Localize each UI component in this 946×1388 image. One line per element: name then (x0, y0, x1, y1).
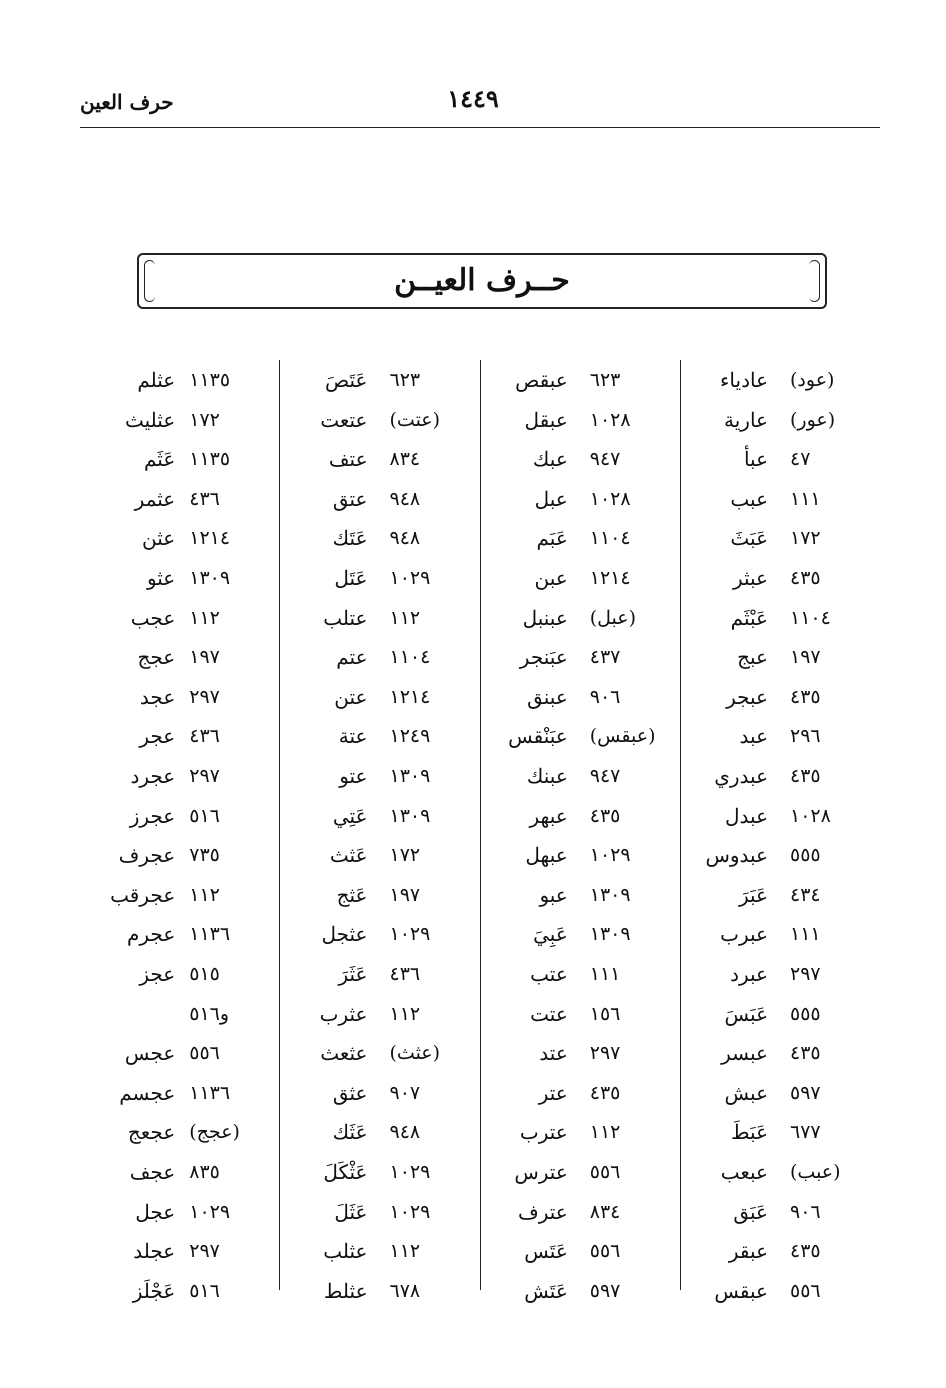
section-title: حــرف العيــن (394, 263, 570, 298)
index-word: عثجل (321, 922, 368, 947)
index-word: عبل (534, 486, 568, 511)
index-word: عبنك (526, 764, 568, 788)
index-page-ref: ٢٩٦ (790, 725, 821, 748)
index-word: عتر (538, 1080, 568, 1105)
index-entry (681, 1152, 880, 1192)
index-page-ref: ٩٤٧ (589, 765, 621, 787)
index-word: عبهر (529, 803, 568, 828)
index-word: عبأ (743, 447, 768, 472)
index-page-ref: ٩٠٧ (389, 1081, 421, 1104)
index-page-ref: ٤٣٧ (589, 646, 621, 669)
index-word: عبدوس (705, 843, 768, 868)
index-page-ref: ١١١ (790, 923, 821, 946)
index-word: عتب (530, 962, 568, 986)
index-entry (80, 598, 279, 638)
index-page-ref: ٩٤٨ (389, 527, 421, 550)
index-page-ref: (عبب) (790, 1161, 841, 1183)
index-entry (80, 1271, 279, 1311)
index-entry (681, 598, 880, 638)
index-word: عتو (339, 764, 368, 788)
index-entry (280, 1271, 479, 1311)
index-word: عترف (518, 1199, 568, 1224)
index-entry (481, 637, 680, 677)
index-page-ref: ٤٣٥ (589, 804, 621, 827)
index-word: عَبَرَ (738, 882, 768, 907)
index-page-ref: ٦٧٧ (790, 1121, 821, 1144)
index-page-ref: ١٣٠٩ (589, 883, 631, 906)
index-entry (280, 716, 479, 756)
index-page-ref: (عجج) (189, 1121, 240, 1144)
index-page-ref: ١٧٢ (389, 844, 421, 867)
index-entry (681, 1073, 880, 1113)
index-word: عبقل (524, 407, 568, 432)
index-entry (80, 1231, 279, 1271)
index-entry (80, 360, 279, 400)
index-entry (80, 1152, 279, 1192)
index-entry (481, 796, 680, 836)
index-word: عجب (130, 605, 176, 630)
index-entry (280, 756, 479, 796)
index-word: عَثَرَ (338, 962, 368, 986)
index-page-ref: ٥٩٧ (790, 1081, 821, 1104)
index-word: عادياء (720, 368, 768, 392)
index-page-ref: ٢٩٧ (189, 685, 220, 708)
index-page-ref: ٤٣٦ (189, 725, 220, 748)
index-word: عَثَك (332, 1120, 368, 1145)
index-word: عبد (739, 724, 768, 749)
index-page-ref: ١١٠٤ (589, 527, 631, 550)
index-page-ref: ١١٣٦ (189, 1081, 231, 1104)
index-entry (280, 835, 479, 875)
index-word: عبعب (720, 1160, 768, 1184)
index-entry (481, 994, 680, 1034)
index-page-ref: ١١٢ (189, 883, 220, 906)
index-word: عترب (519, 1120, 568, 1145)
index-page-ref: ١١٢ (589, 1121, 621, 1144)
index-word: عَتَش (524, 1278, 568, 1303)
index-page-ref: ٢٩٧ (189, 1240, 220, 1263)
index-entry (280, 796, 479, 836)
index-page-ref: ١٢١٤ (389, 685, 431, 708)
index-entry (80, 400, 279, 440)
index-page-ref: ١١٢ (389, 606, 421, 629)
index-entry (681, 360, 880, 400)
index-word: عَثث (329, 843, 368, 868)
index-word: عَتِي (332, 803, 368, 828)
index-entry (280, 479, 479, 519)
index-word: عجرم (126, 922, 176, 947)
index-page-ref: ٤٣٦ (189, 487, 220, 510)
index-entry (280, 994, 479, 1034)
index-page-ref: ٥٩٧ (589, 1279, 621, 1302)
index-word: عتم (336, 645, 368, 670)
index-page-ref: و٥١٦ (189, 1002, 230, 1025)
index-word: عبن (534, 566, 568, 590)
index-word: عبج (737, 645, 768, 670)
index-entry (280, 598, 479, 638)
index-entry (80, 954, 279, 994)
index-page-ref: ٤٣٤ (790, 883, 821, 906)
index-page-ref: ١١٢ (389, 1002, 421, 1025)
index-page-ref: ١٠٢٩ (589, 844, 631, 867)
index-word: عبرد (730, 962, 768, 986)
index-word: عجل (135, 1199, 176, 1224)
index-word: عبثر (732, 566, 768, 590)
index-entry (80, 994, 279, 1034)
index-page-ref: ١١٠٤ (790, 606, 831, 629)
index-word: عترس (514, 1160, 568, 1184)
index-page-ref: ٨٣٤ (589, 1200, 621, 1223)
index-entry (681, 558, 880, 598)
index-page-ref: ١٢١٤ (189, 527, 231, 550)
index-entry (80, 479, 279, 519)
index-word: عبقص (515, 368, 568, 392)
index-word: عتة (338, 724, 368, 749)
index-entry (481, 360, 680, 400)
index-word: عَبَق (733, 1199, 768, 1224)
index-entry (80, 677, 279, 717)
index-entry (280, 875, 479, 915)
index-entry (481, 1152, 680, 1192)
index-page-ref: ٤٣٥ (790, 685, 821, 708)
index-entry (481, 439, 680, 479)
index-page-ref: ٥٥٦ (790, 1279, 821, 1302)
index-word: عجرز (129, 803, 176, 828)
index-entry (80, 835, 279, 875)
index-column-2 (480, 360, 680, 1303)
index-word: عتد (539, 1041, 568, 1066)
index-page-ref: ٦٢٣ (589, 369, 621, 391)
index-word: عَبِيَ (533, 922, 568, 947)
index-page-ref: ١٠٢٩ (389, 1161, 431, 1183)
index-word: عتلب (323, 605, 368, 630)
header-rule (80, 127, 880, 128)
index-page-ref: ٥١٥ (189, 963, 220, 985)
index-word: عجرد (130, 764, 176, 788)
index-entry (481, 518, 680, 558)
index-word: عجرف (118, 843, 176, 868)
index-column-3 (279, 360, 479, 1303)
index-page-ref: ٨٣٥ (189, 1161, 220, 1183)
index-page-ref: ١٣٠٩ (389, 765, 431, 787)
index-page-ref: ١٩٧ (189, 646, 220, 669)
index-page-ref: ١١٢ (189, 606, 220, 629)
index-page-ref: ٥٥٥ (790, 844, 821, 867)
index-entry (681, 994, 880, 1034)
index-page-ref: ٢٩٧ (589, 1042, 621, 1065)
index-entry (280, 637, 479, 677)
index-page-ref: ١٣٠٩ (189, 567, 231, 589)
index-page-ref: ٥٥٦ (189, 1042, 220, 1065)
index-page-ref: ١١١ (589, 963, 621, 985)
index-table (80, 360, 880, 1303)
index-entry (481, 400, 680, 440)
index-word: عبرب (720, 922, 768, 947)
index-page-ref: ١٥٦ (589, 1002, 621, 1025)
index-word: عبنبل (522, 605, 568, 630)
index-page-ref: ٤٣٥ (790, 1240, 821, 1263)
index-page-ref: ٩٤٨ (389, 487, 421, 510)
index-entry (80, 1033, 279, 1073)
index-page-ref: ١٠٢٨ (790, 804, 831, 827)
index-word: عبنق (527, 684, 568, 709)
index-entry (681, 400, 880, 440)
index-page-ref: ٢٩٧ (790, 963, 821, 985)
index-page-ref: ١١١ (790, 487, 821, 510)
index-word: عثو (146, 566, 176, 590)
index-entry (280, 1112, 479, 1152)
index-entry (481, 914, 680, 954)
index-word: عَبَسَ (724, 1001, 768, 1026)
index-entry (481, 875, 680, 915)
index-entry (280, 400, 479, 440)
index-page-ref: (عتت) (389, 408, 441, 431)
index-page-ref: ١٧٢ (189, 408, 220, 431)
index-word: عبش (724, 1080, 768, 1105)
index-word: عجد (139, 684, 176, 709)
index-word: عتن (334, 684, 368, 709)
index-page-ref: ١٠٢٩ (389, 923, 431, 946)
index-entry (481, 756, 680, 796)
index-entry (681, 637, 880, 677)
index-page-ref: ٧٣٥ (189, 844, 220, 867)
index-column-4 (80, 360, 279, 1303)
index-page-ref: ١١٣٦ (189, 923, 231, 946)
index-entry (481, 677, 680, 717)
index-word: عثعث (320, 1041, 368, 1066)
index-word: عارية (724, 407, 768, 432)
index-entry (280, 1073, 479, 1113)
index-entry (280, 360, 479, 400)
index-word: عثق (332, 1080, 368, 1105)
index-page-ref: ١١٣٥ (189, 369, 231, 391)
index-word: عجج (137, 645, 176, 670)
index-entry (481, 835, 680, 875)
index-page-ref: ١٢٤٩ (389, 725, 431, 748)
index-page-ref: ١٠٢٩ (389, 567, 431, 589)
index-word: عتف (328, 447, 368, 472)
index-word: عجف (129, 1160, 176, 1184)
index-word: عبدل (725, 803, 768, 828)
index-word: عثلم (137, 368, 176, 392)
index-page-ref: ٤٧ (790, 448, 811, 471)
index-entry (280, 1231, 479, 1271)
index-word: عَبَطَ (731, 1120, 768, 1145)
index-word: عَجْلَز (132, 1278, 176, 1303)
index-entry (481, 954, 680, 994)
index-entry (681, 479, 880, 519)
index-page-ref: ١٩٧ (389, 883, 421, 906)
index-entry (681, 518, 880, 558)
index-word: عبَنجر (519, 645, 568, 670)
index-word: عَثَلَ (334, 1199, 368, 1224)
index-page-ref: ١٧٢ (790, 527, 821, 550)
index-page-ref: ٨٣٤ (389, 448, 421, 471)
index-entry (681, 796, 880, 836)
index-page-ref: ١٣٠٩ (589, 923, 631, 946)
index-word: عتعت (320, 407, 368, 432)
index-entry (80, 518, 279, 558)
index-page-ref: (عبل) (589, 606, 637, 629)
index-word: عَتَل (334, 566, 368, 590)
index-entry (481, 1231, 680, 1271)
index-page-ref: ١١٠٤ (389, 646, 431, 669)
index-entry (80, 875, 279, 915)
index-entry (481, 1073, 680, 1113)
index-word: عثرب (319, 1001, 368, 1026)
index-word: عبدري (714, 764, 768, 788)
index-word: عبقر (728, 1239, 768, 1264)
index-entry (481, 1271, 680, 1311)
index-entry (80, 558, 279, 598)
index-entry (80, 756, 279, 796)
index-word: عتت (530, 1001, 568, 1026)
index-entry (681, 1271, 880, 1311)
index-entry (681, 756, 880, 796)
index-entry (80, 796, 279, 836)
index-page-ref: ١٠٢٩ (389, 1200, 431, 1223)
index-entry (280, 1152, 479, 1192)
index-page-ref: ١٠٢٨ (589, 408, 631, 431)
index-entry (280, 518, 479, 558)
index-word: عَتَك (332, 526, 368, 551)
index-word: عجعج (127, 1120, 176, 1145)
index-word: عبجر (726, 684, 768, 709)
index-entry (681, 954, 880, 994)
index-entry (280, 954, 479, 994)
index-page-ref: ٤٣٥ (790, 765, 821, 787)
index-entry (80, 914, 279, 954)
index-word: عجس (124, 1041, 176, 1066)
index-entry (681, 835, 880, 875)
index-page-ref: ٤٣٥ (589, 1081, 621, 1104)
index-entry (481, 479, 680, 519)
index-word: عجز (139, 962, 176, 986)
index-page-ref: ٤٣٥ (790, 1042, 821, 1065)
index-entry (80, 1112, 279, 1152)
index-page-ref: ٤٣٥ (790, 567, 821, 589)
index-entry (280, 677, 479, 717)
index-page-ref: (عود) (790, 369, 835, 391)
index-word: عَبْثَم (730, 605, 768, 630)
index-page-ref: ٥٥٦ (589, 1161, 621, 1183)
index-page-ref: ٦٧٨ (389, 1279, 421, 1302)
index-entry (481, 598, 680, 638)
index-word: عَتَصَ (325, 368, 368, 392)
index-page-ref: ١١٢ (389, 1240, 421, 1263)
index-page-ref: ١٩٧ (790, 646, 821, 669)
index-entry (280, 558, 479, 598)
index-entry (681, 1112, 880, 1152)
index-word: عثليث (124, 407, 176, 432)
index-entry (681, 439, 880, 479)
index-word: عثلط (323, 1278, 368, 1303)
index-word: عجرقب (110, 882, 176, 907)
index-page-ref: ٤٣٦ (389, 963, 421, 985)
index-word: عثن (142, 526, 176, 551)
index-entry (481, 716, 680, 756)
index-page-ref: ٦٢٣ (389, 369, 421, 391)
index-entry (80, 439, 279, 479)
index-page-ref: (عثث) (389, 1042, 441, 1065)
index-page-ref: ١٢١٤ (589, 567, 631, 589)
index-entry (80, 1192, 279, 1232)
index-word: عَتَس (524, 1239, 568, 1264)
index-word: عبب (730, 486, 768, 511)
index-entry (481, 558, 680, 598)
index-word: عَثج (336, 882, 368, 907)
index-page-ref: ١٣٠٩ (389, 804, 431, 827)
index-entry (280, 1033, 479, 1073)
index-word: عَثَم (143, 447, 176, 472)
index-page-ref: (عور) (790, 408, 836, 431)
index-word: عبَنْقس (508, 724, 568, 749)
index-entry (681, 677, 880, 717)
index-column-1 (680, 360, 880, 1303)
index-word: عبسر (721, 1041, 768, 1066)
index-word: عبو (539, 882, 568, 907)
index-page-ref: ١٠٢٨ (589, 487, 631, 510)
index-entry (280, 1192, 479, 1232)
index-word: عثمر (134, 486, 176, 511)
page-number: ١٤٤٩ (447, 84, 499, 113)
index-entry (80, 1073, 279, 1113)
index-page-ref: (عبقس) (589, 725, 656, 748)
index-entry (80, 716, 279, 756)
index-page-ref: ١٠٢٩ (189, 1200, 231, 1223)
index-entry (681, 1033, 880, 1073)
index-page-ref: ٩٤٧ (589, 448, 621, 471)
index-page-ref: ٥١٦ (189, 804, 220, 827)
index-word: عتق (332, 486, 368, 511)
index-entry (681, 1231, 880, 1271)
index-page-ref: ٩٠٦ (589, 685, 621, 708)
index-entry (681, 716, 880, 756)
index-word: عَثْكَلَ (323, 1160, 368, 1184)
index-word: عبك (532, 447, 568, 472)
index-page-ref: ٩٠٦ (790, 1200, 821, 1223)
index-word: عَبَم (536, 526, 568, 551)
index-word: عبهل (525, 843, 568, 868)
index-page-ref: ٢٩٧ (189, 765, 220, 787)
index-word: عجلد (133, 1239, 176, 1264)
index-entry (280, 914, 479, 954)
index-entry (481, 1192, 680, 1232)
index-page-ref: ٥١٦ (189, 1279, 220, 1302)
index-page-ref: ١١٣٥ (189, 448, 231, 471)
index-page-ref: ٩٤٨ (389, 1121, 421, 1144)
index-page-ref: ٥٥٥ (790, 1002, 821, 1025)
section-title-box (137, 253, 827, 309)
running-head: حرف العين (80, 90, 174, 114)
index-page-ref: ٥٥٦ (589, 1240, 621, 1263)
index-entry (681, 875, 880, 915)
index-word: عجر (139, 724, 176, 749)
index-word: عثلب (323, 1239, 368, 1264)
index-entry (681, 1192, 880, 1232)
index-entry (280, 439, 479, 479)
index-entry (481, 1033, 680, 1073)
index-word: عجسم (119, 1080, 176, 1105)
index-word: عَبَثَ (730, 526, 768, 551)
index-word: عبقس (714, 1278, 768, 1303)
index-entry (681, 914, 880, 954)
index-entry (80, 637, 279, 677)
index-entry (481, 1112, 680, 1152)
